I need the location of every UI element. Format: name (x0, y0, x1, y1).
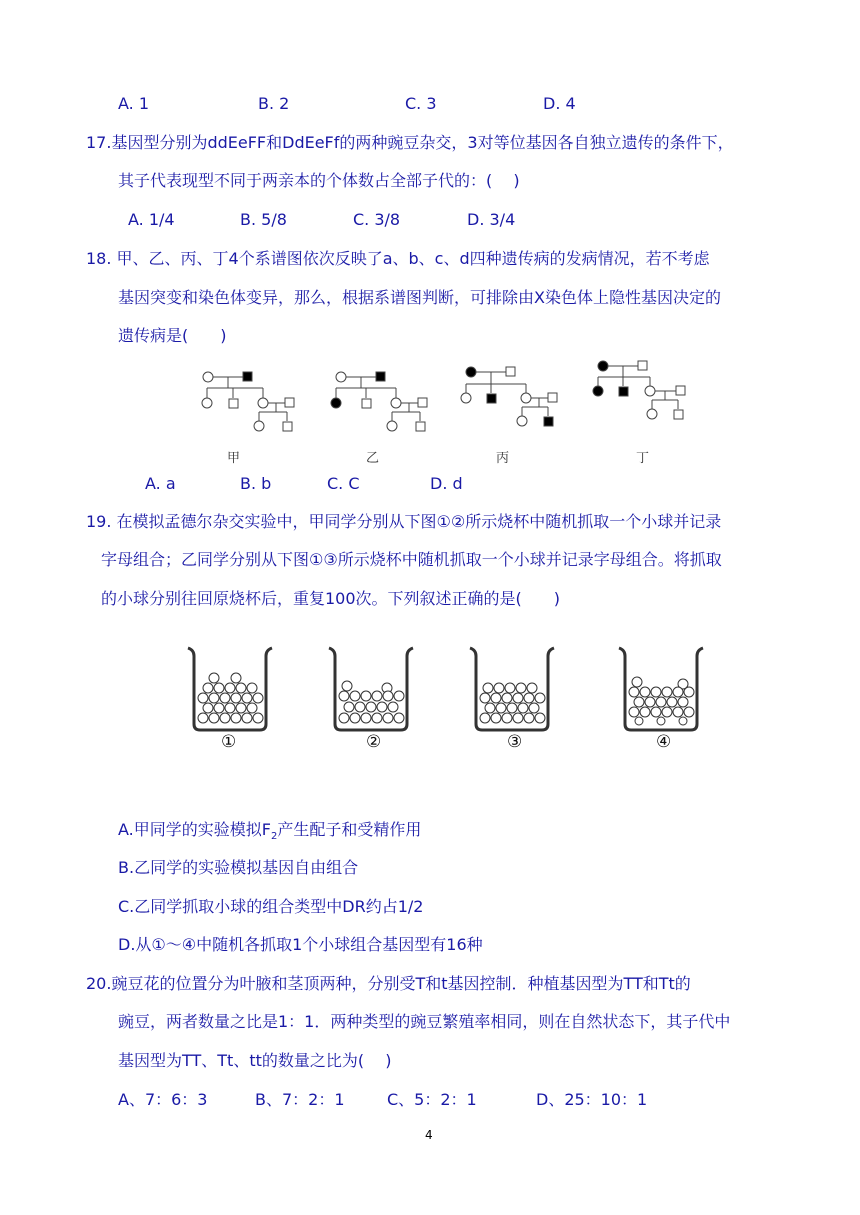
beaker-label-3: ③ (507, 732, 523, 752)
beaker-3 (468, 646, 556, 736)
pedigree-ding (590, 356, 700, 431)
pedigree-label-yi: 乙 (366, 451, 380, 466)
q17-stem-line-2: 其子代表现型不同于两亲本的个体数占全部子代的：( ) (118, 171, 520, 190)
q18-option-b: B. b (240, 474, 272, 493)
q18-stem-line-1: 18. 甲、乙、丙、丁4个系谱图依次反映了a、b、c、d四种遗传病的发病情况，若不考虑 (86, 249, 710, 268)
q18-option-c: C. C (327, 474, 360, 493)
q19-option-c: C.乙同学抓取小球的组合类型中DR约占1/2 (118, 897, 424, 916)
q19-option-d: D.从①～④中随机各抓取1个小球组合基因型有16种 (118, 935, 483, 954)
q20-option-a: A、7：6：3 (118, 1090, 208, 1109)
q16-option-d: D. 4 (543, 94, 576, 113)
beaker-label-4: ④ (656, 732, 672, 752)
q19-option-a-pre: A.甲同学的实验模拟F (118, 820, 271, 839)
q16-option-a: A. 1 (118, 94, 150, 113)
beaker-label-2: ② (366, 732, 382, 752)
q20-option-d: D、25：10：1 (536, 1090, 648, 1109)
pedigree-bing (458, 360, 568, 435)
q19-stem-line-1: 19. 在模拟孟德尔杂交实验中，甲同学分别从下图①②所示烧杯中随机抓取一个小球并记录 (86, 512, 722, 531)
q19-option-a-post: 产生配子和受精作用 (277, 820, 422, 839)
q19-option-a-sub: 2 (270, 831, 278, 843)
q17-option-d: D. 3/4 (467, 210, 516, 229)
beaker-1 (186, 646, 274, 736)
pedigree-jia (195, 360, 305, 435)
page-number: 4 (425, 1128, 433, 1142)
q18-stem-line-2: 基因突变和染色体变异，那么，根据系谱图判断，可排除由X染色体上隐性基因决定的 (118, 288, 721, 307)
q19-option-a (118, 820, 421, 847)
q20-option-c: C、5：2：1 (387, 1090, 477, 1109)
q19-stem-line-2: 字母组合；乙同学分别从下图①③所示烧杯中随机抓取一个小球并记录字母组合。将抓取 (101, 550, 722, 569)
q16-option-c: C. 3 (405, 94, 437, 113)
q16-option-b: B. 2 (258, 94, 290, 113)
q17-option-c: C. 3/8 (353, 210, 401, 229)
q17-option-a: A. 1/4 (128, 210, 175, 229)
q20-option-b: B、7：2：1 (255, 1090, 345, 1109)
pedigree-yi (328, 360, 438, 435)
pedigree-label-jia: 甲 (227, 451, 241, 466)
q18-option-a: A. a (145, 474, 176, 493)
q18-option-d: D. d (430, 474, 463, 493)
pedigree-label-bing: 丙 (496, 451, 510, 466)
beaker-label-1: ① (221, 732, 237, 752)
beaker-2 (327, 646, 415, 736)
q19-option-b: B.乙同学的实验模拟基因自由组合 (118, 858, 359, 877)
q20-stem-line-3: 基因型为TT、Tt、tt的数量之比为( ) (118, 1051, 392, 1070)
q19-stem-line-3: 的小球分别往回原烧杯后，重复100次。下列叙述正确的是( ) (101, 589, 561, 608)
q17-stem-line-1: 17.基因型分别为ddEeFF和DdEeFf的两种豌豆杂交，3对等位基因各自独立遗传的条件下， (86, 133, 734, 152)
pedigree-label-ding: 丁 (636, 451, 650, 466)
beaker-4 (617, 646, 705, 736)
q20-stem-line-2: 豌豆，两者数量之比是1：1．两种类型的豌豆繁殖率相同，则在自然状态下，其子代中 (118, 1012, 731, 1031)
q18-stem-line-3: 遗传病是( ) (118, 326, 227, 345)
q20-stem-line-1: 20.豌豆花的位置分为叶腋和茎顶两种，分别受T和t基因控制．种植基因型为TT和Tt的 (86, 974, 691, 993)
q17-option-b: B. 5/8 (240, 210, 287, 229)
